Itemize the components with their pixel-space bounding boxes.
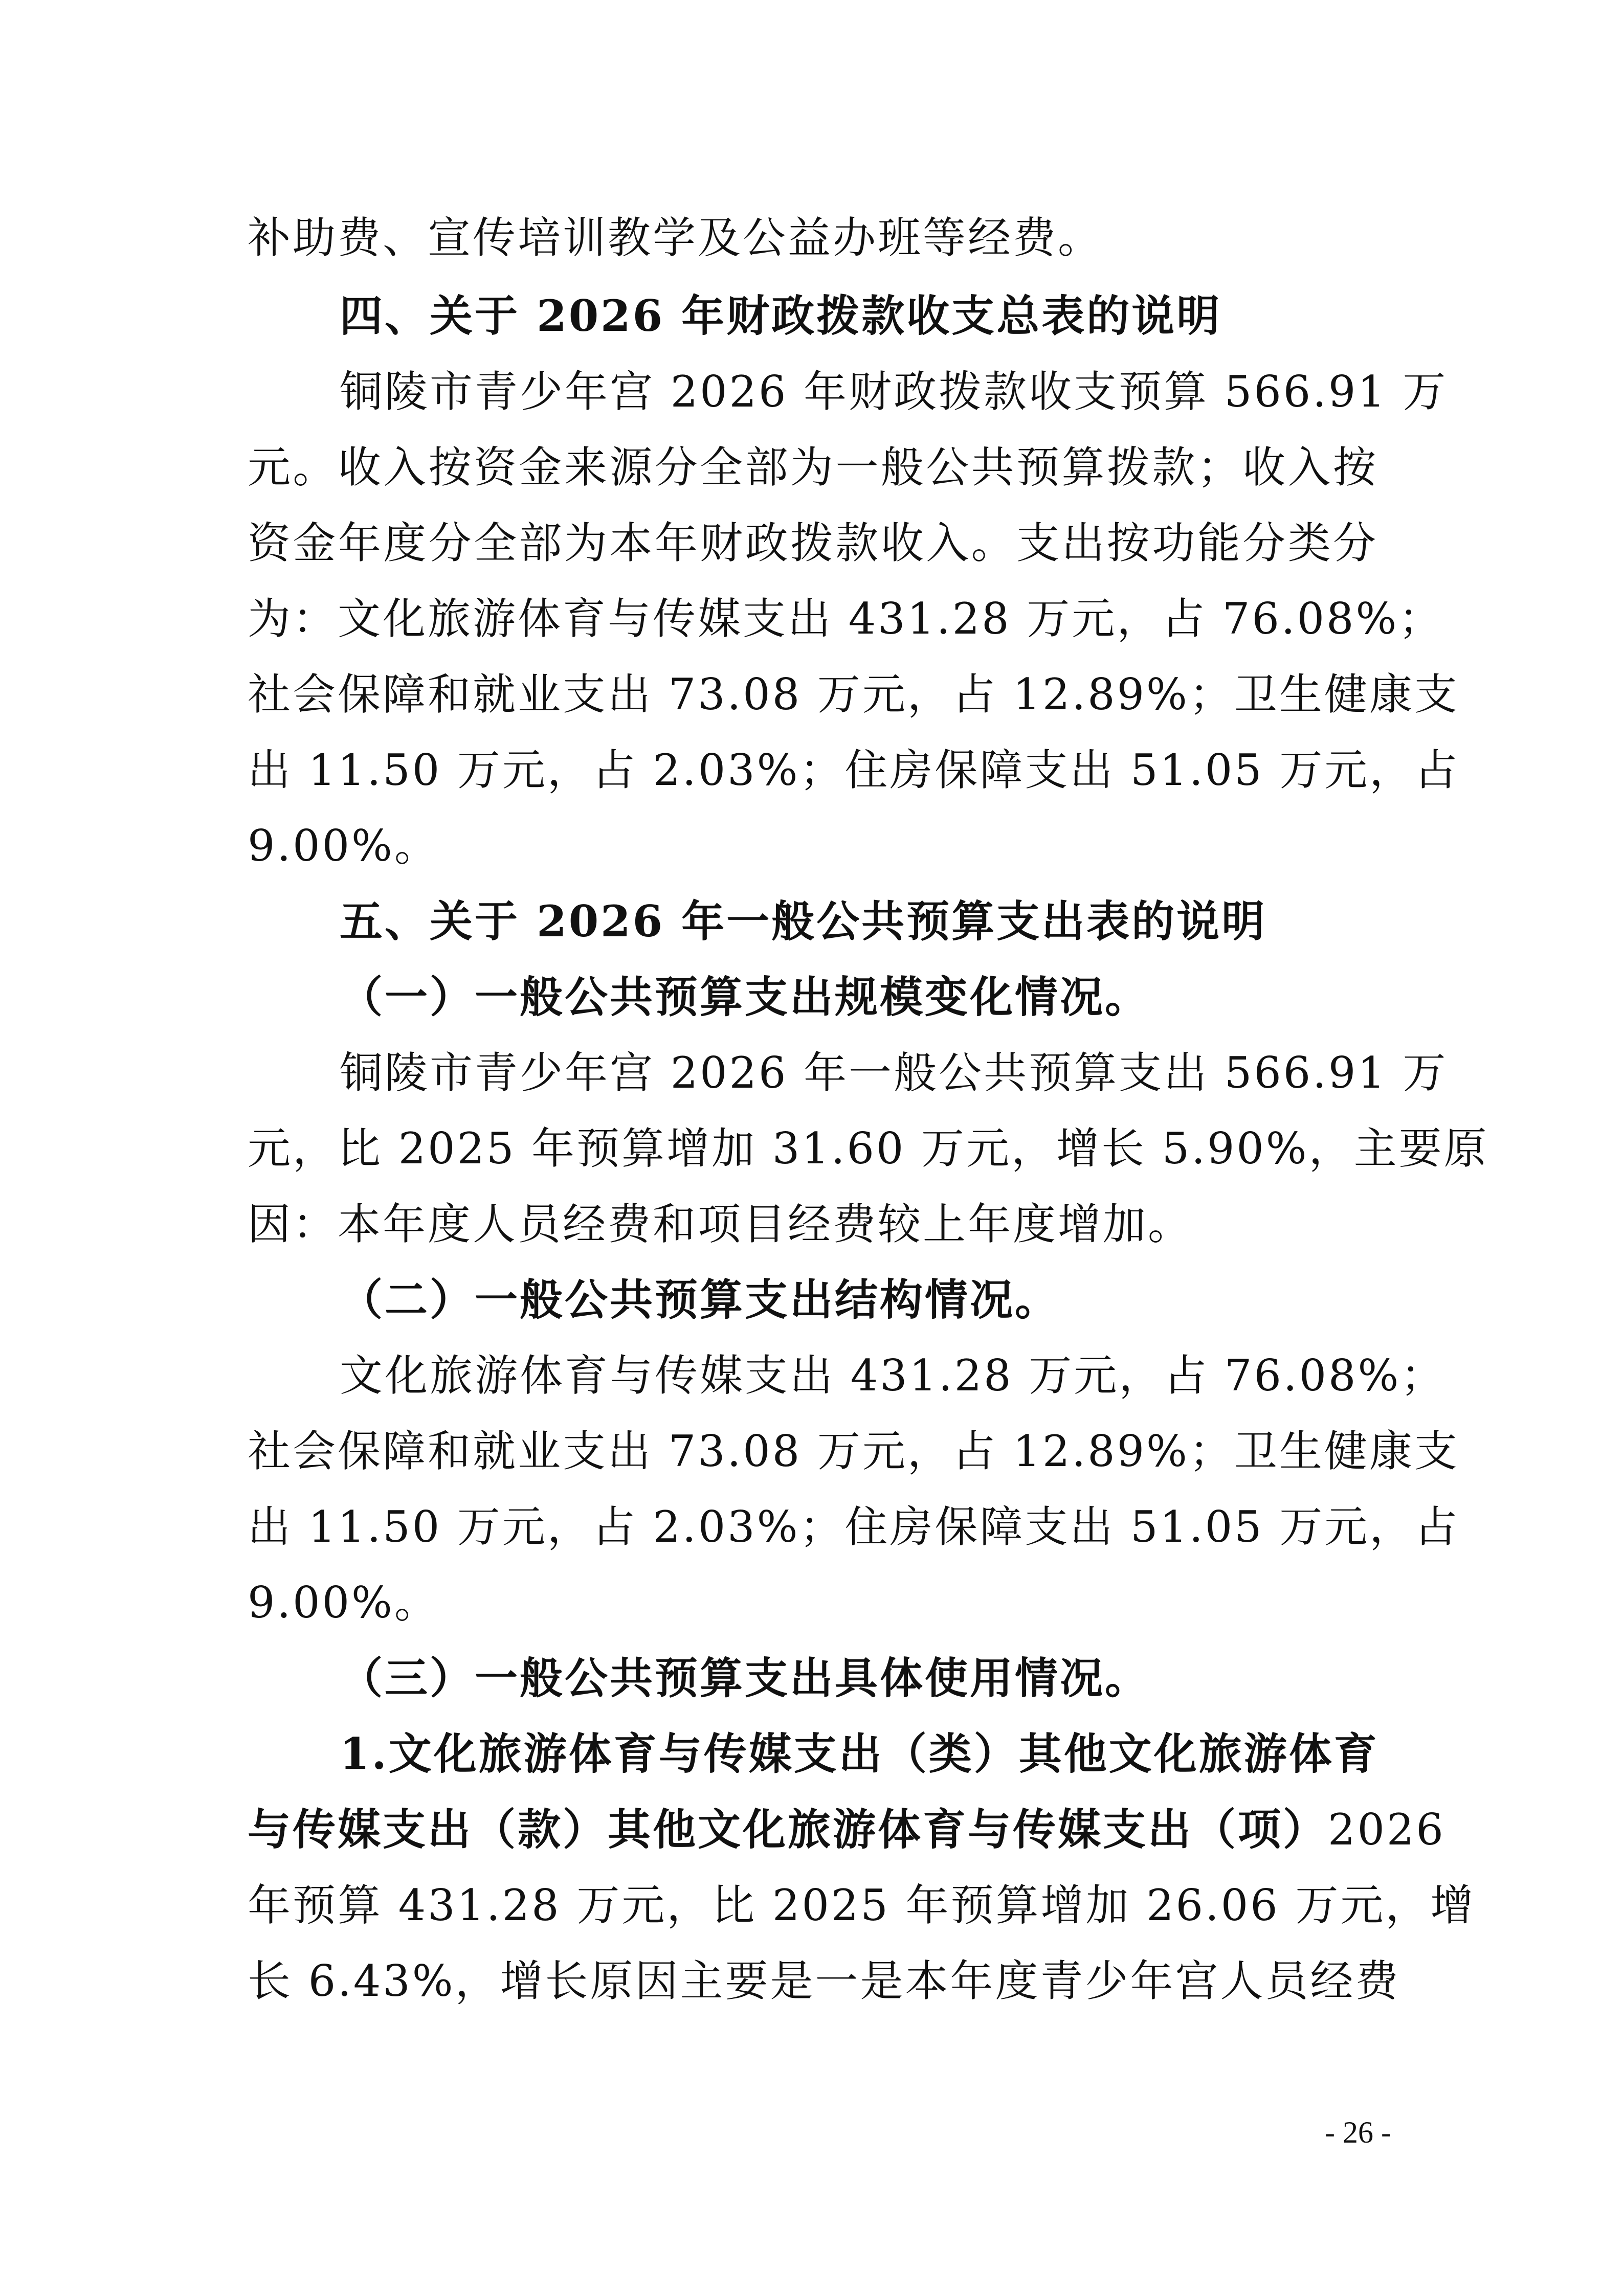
paragraph-line: 补助费、宣传培训教学及公益办班等经费。 <box>248 213 1103 263</box>
subsection-heading-3: （三）一般公共预算支出具体使用情况。 <box>340 1653 1150 1703</box>
paragraph-line: 出 11.50 万元，占 2.03%；住房保障支出 51.05 万元，占 <box>248 1502 1460 1552</box>
paragraph-line: 铜陵市青少年宫 2026 年财政拨款收支预算 566.91 万 <box>340 367 1448 417</box>
item-heading-line: 1.文化旅游体育与传媒支出（类）其他文化旅游体育 <box>340 1728 1379 1779</box>
section-heading-5: 五、关于 2026 年一般公共预算支出表的说明 <box>340 896 1267 947</box>
item-heading-line <box>248 1802 1445 1858</box>
subsection-heading-2: （二）一般公共预算支出结构情况。 <box>340 1274 1060 1325</box>
paragraph-line: 元。收入按资金来源分全部为一般公共预算拨款；收入按 <box>248 442 1378 492</box>
paragraph-line: 资金年度分全部为本年财政拨款收入。支出按功能分类分 <box>248 518 1378 568</box>
item-heading-year: 2026 <box>1328 1805 1445 1855</box>
paragraph-line: 社会保障和就业支出 73.08 万元，占 12.89%；卫生健康支 <box>248 669 1459 719</box>
paragraph-line: 因：本年度人员经费和项目经费较上年度增加。 <box>248 1199 1193 1249</box>
paragraph-line: 年预算 431.28 万元，比 2025 年预算增加 26.06 万元，增 <box>248 1880 1476 1930</box>
item-heading-bold-part: 与传媒支出（款）其他文化旅游体育与传媒支出（项） <box>248 1804 1328 1855</box>
section-heading-4: 四、关于 2026 年财政拨款收支总表的说明 <box>340 290 1222 341</box>
paragraph-line: 元，比 2025 年预算增加 31.60 万元，增长 5.90%，主要原 <box>248 1123 1489 1174</box>
page-number: - 26 - <box>1325 2115 1391 2149</box>
paragraph-line: 长 6.43%，增长原因主要是一是本年度青少年宫人员经费 <box>248 1956 1400 2006</box>
paragraph-line: 文化旅游体育与传媒支出 431.28 万元，占 76.08%； <box>340 1350 1446 1401</box>
paragraph-line: 为：文化旅游体育与传媒支出 431.28 万元，占 76.08%； <box>248 594 1444 644</box>
paragraph-line: 社会保障和就业支出 73.08 万元，占 12.89%；卫生健康支 <box>248 1426 1459 1476</box>
subsection-heading-1: （一）一般公共预算支出规模变化情况。 <box>340 972 1150 1022</box>
paragraph-line: 9.00%。 <box>248 1578 439 1628</box>
paragraph-line: 9.00%。 <box>248 821 439 871</box>
paragraph-line: 铜陵市青少年宫 2026 年一般公共预算支出 566.91 万 <box>340 1048 1448 1098</box>
paragraph-line: 出 11.50 万元，占 2.03%；住房保障支出 51.05 万元，占 <box>248 745 1460 795</box>
